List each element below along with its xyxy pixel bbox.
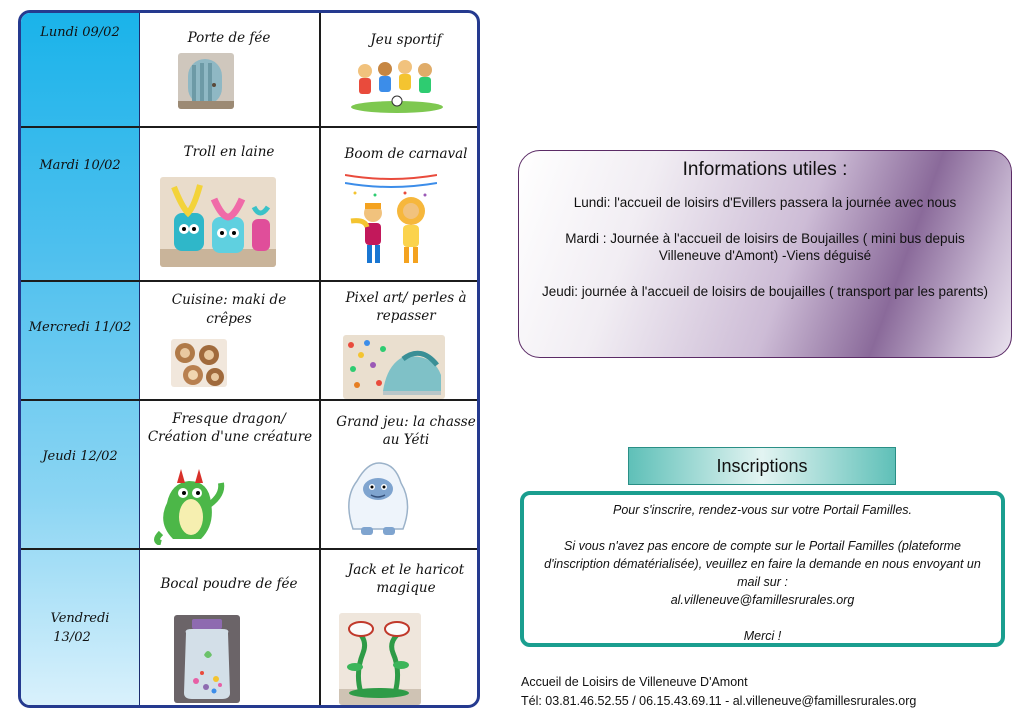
info-title: Informations utiles :: [682, 159, 848, 180]
carnival-image: [345, 169, 437, 269]
footer-name: Accueil de Loisirs de Villeneuve D'Amont: [521, 675, 748, 689]
dragon-image: [153, 463, 227, 545]
contact-footer: [521, 673, 916, 711]
weekly-schedule: [18, 10, 480, 708]
info-jeudi: Jeudi: journée à l'accueil de loisirs de boujailles ( transport par les parents): [541, 284, 989, 299]
activity-boom-de-carnaval: Boom de carnaval: [344, 146, 468, 162]
activity-bocal-poudre: Bocal poudre de fée: [160, 576, 298, 592]
row-divider: [21, 126, 477, 128]
inscriptions-line2: Si vous n'avez pas encore de compte sur le Portail Familles (plateforme: [563, 539, 961, 553]
info-mardi-line2: Villeneuve d'Amont) -Viens déguisé: [658, 248, 872, 263]
activity-jeu-sportif: Jeu sportif: [370, 32, 442, 48]
activity-jack-haricot-line1: Jack et le haricot: [347, 562, 465, 578]
activity-cuisine-line1: Cuisine: maki de: [171, 292, 287, 308]
row-divider: [21, 399, 477, 401]
inscriptions-line4: mail sur :: [737, 575, 788, 589]
info-lundi: Lundi: l'accueil de loisirs d'Evillers passera la journée avec nous: [573, 195, 957, 210]
row-divider: [21, 548, 477, 550]
inscriptions-line1: Pour s'inscrire, rendez-vous sur votre Portail Familles.: [612, 503, 912, 517]
inscriptions-title: Inscriptions: [628, 447, 896, 485]
kids-sport-image: [351, 57, 443, 113]
inscriptions-thanks: Merci !: [743, 629, 782, 643]
wool-troll-image: [160, 177, 276, 267]
pixel-art-iron-image: [343, 335, 445, 399]
day-friday-date: 13/02: [53, 630, 91, 645]
footer-contact: Tél: 03.81.46.52.55 / 06.15.43.69.11 - al.villeneuve@famillesrurales.org: [521, 694, 917, 708]
activity-chasse-yeti-line2: au Yéti: [382, 432, 430, 448]
day-monday: Lundi 09/02: [40, 25, 120, 40]
activity-pixel-art-line1: Pixel art/ perles à: [345, 290, 467, 306]
activity-chasse-yeti-line1: Grand jeu: la chasse: [336, 414, 476, 430]
row-divider: [21, 280, 477, 282]
column-divider: [319, 13, 321, 705]
activity-pixel-art-line2: repasser: [376, 308, 436, 324]
activity-jack-haricot-line2: magique: [376, 580, 436, 596]
fairy-door-image: [178, 53, 234, 109]
activity-troll-en-laine: Troll en laine: [183, 144, 275, 160]
day-friday: Vendredi: [50, 611, 110, 626]
activity-cuisine-line2: crêpes: [206, 311, 252, 327]
magic-beanstalk-image: [339, 613, 421, 705]
inscriptions-panel: [520, 491, 1005, 647]
maki-crepes-image: [171, 339, 227, 387]
inscriptions-email[interactable]: al.villeneuve@famillesrurales.org: [670, 593, 855, 607]
info-panel: [518, 150, 1012, 358]
activity-fresque-line1: Fresque dragon/: [172, 411, 286, 427]
activity-porte-de-fee: Porte de fée: [187, 30, 271, 46]
inscriptions-line3: d'inscription dématérialisée), veuillez en faire la demande en nous envoyant un: [544, 557, 981, 571]
yeti-image: [343, 459, 413, 537]
fairy-jar-image: [174, 615, 240, 703]
day-tuesday: Mardi 10/02: [39, 158, 121, 173]
day-thursday: Jeudi 12/02: [42, 449, 118, 464]
info-mardi-line1: Mardi : Journée à l'accueil de loisirs de Boujailles ( mini bus depuis: [565, 231, 965, 246]
days-column: [21, 13, 140, 705]
day-wednesday: Mercredi 11/02: [28, 320, 132, 335]
activity-fresque-line2: Création d'une créature: [147, 429, 313, 445]
